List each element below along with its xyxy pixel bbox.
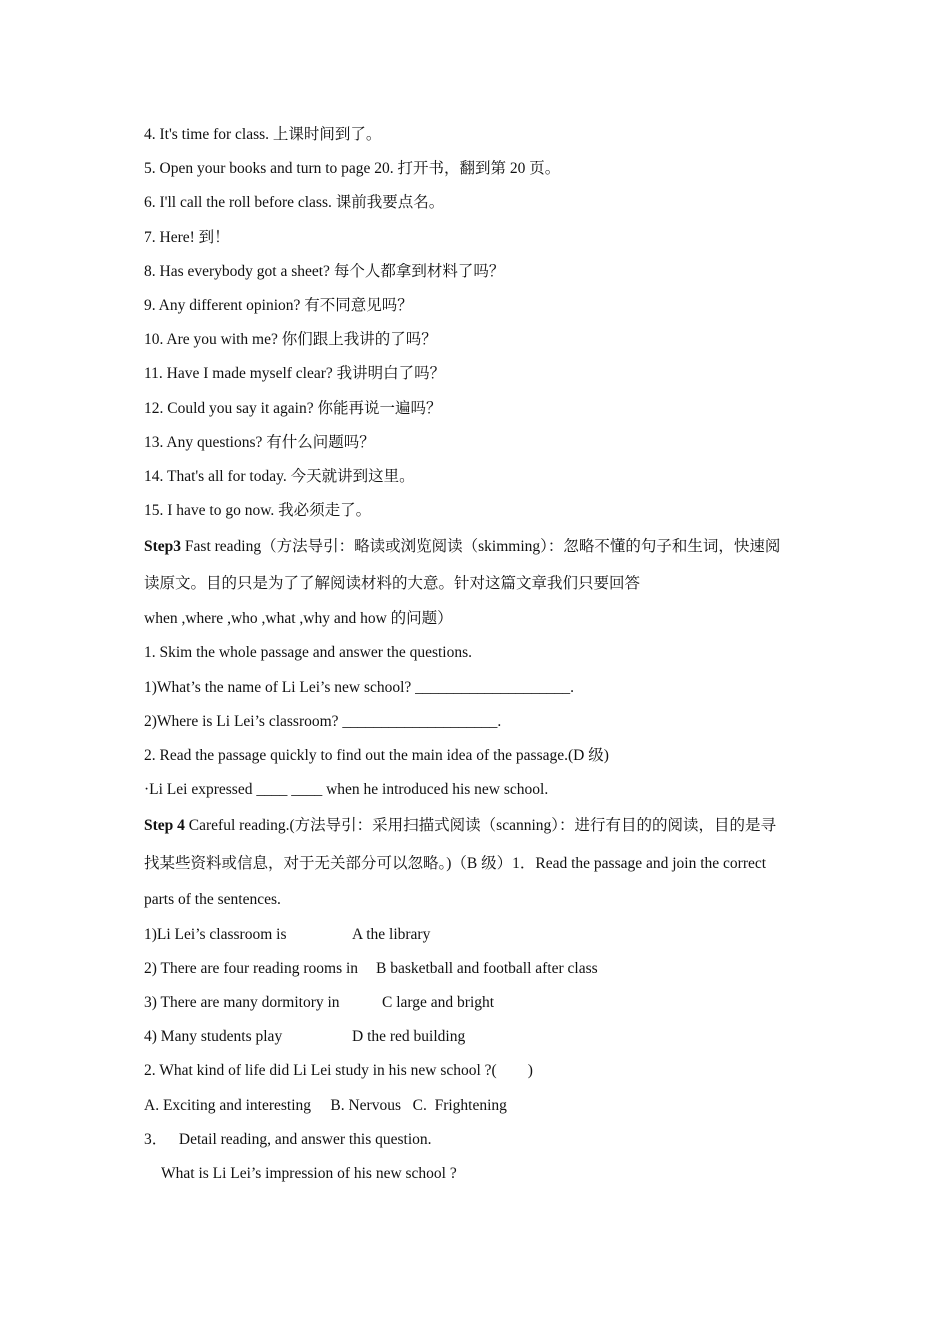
match-row	[144, 1020, 810, 1054]
phrase-line: 6. I'll call the roll before class. 课前我要点名。	[144, 194, 445, 212]
step4-label: Step 4	[144, 817, 185, 835]
main-idea-fill: ·Li Lei expressed ____ ____ when he introduced his new school.	[144, 781, 549, 799]
question-school-name: 1)What’s the name of Li Lei’s new school? ____________________.	[144, 678, 575, 696]
match-row	[144, 952, 810, 986]
step3-label: Step3	[144, 538, 182, 556]
question-impression: What is Li Lei’s impression of his new school ?	[161, 1164, 457, 1182]
step3-instruction-line: when ,where ,who ,what ,why and how 的问题）	[144, 610, 453, 628]
step4-instruction-line: 找某些资料或信息，对于无关部分可以忽略。)（B 级）1．Read the passage and join the correct	[144, 855, 767, 873]
match-left: 4) Many students play	[144, 1028, 283, 1046]
step3-instruction-line: 读原文。目的只是为了了解阅读材料的大意。针对这篇文章我们只要回答	[144, 575, 641, 593]
match-right: C large and bright	[382, 993, 495, 1011]
phrase-line: 4. It's time for class. 上课时间到了。	[144, 126, 382, 143]
phrase-line: 13. Any questions? 有什么问题吗？	[144, 433, 375, 451]
question-life: 2. What kind of life did Li Lei study in his new school ?( )	[144, 1062, 533, 1080]
step3-heading	[144, 528, 810, 565]
match-left: 1)Li Lei’s classroom is	[144, 925, 287, 943]
match-right: B basketball and football after class	[376, 959, 598, 977]
phrase-line: 8. Has everybody got a sheet? 每个人都拿到材料了吗？	[144, 262, 505, 280]
phrase-line: 11. Have I made myself clear? 我讲明白了吗？	[144, 365, 446, 383]
match-left: 3) There are many dormitory in	[144, 993, 340, 1011]
match-right: D the red building	[352, 1028, 466, 1046]
phrase-line: 9. Any different opinion? 有不同意见吗？	[144, 296, 413, 314]
answer-options: A. Exciting and interesting B. Nervous C. Frightening	[144, 1096, 507, 1114]
phrase-line: 12. Could you say it again? 你能再说一遍吗？	[144, 399, 442, 417]
match-left: 2) There are four reading rooms in	[144, 959, 359, 977]
step3-task-1: 1. Skim the whole passage and answer the questions.	[144, 644, 473, 662]
phrase-line: 5. Open your books and turn to page 20. 打开书，翻到第 20 页。	[144, 160, 561, 178]
step4-heading	[144, 807, 810, 845]
document-page	[144, 118, 810, 1191]
step3-task-2: 2. Read the passage quickly to find out the main idea of the passage.(D 级)	[144, 747, 609, 764]
question-detail-reading: 3． Detail reading, and answer this question.	[144, 1130, 432, 1148]
step3-instruction: Fast reading（方法导引：略读或浏览阅读（skimming）：忽略不懂的句子和生词，快速阅	[181, 538, 781, 556]
step4-instruction: Careful reading.(方法导引：采用扫描式阅读（scanning）：进行有目的的阅读，目的是寻	[184, 817, 777, 835]
phrase-line: 7. Here! 到！	[144, 228, 230, 246]
phrase-line: 14. That's all for today. 今天就讲到这里。	[144, 467, 415, 485]
question-classroom: 2)Where is Li Lei’s classroom? ____________________.	[144, 712, 502, 730]
match-row	[144, 918, 810, 952]
step4-instruction-line: parts of the sentences.	[144, 891, 281, 909]
phrase-line: 10. Are you with me? 你们跟上我讲的了吗？	[144, 331, 437, 349]
match-row	[144, 986, 810, 1020]
phrase-line: 15. I have to go now. 我必须走了。	[144, 502, 372, 520]
match-right: A the library	[352, 925, 431, 943]
